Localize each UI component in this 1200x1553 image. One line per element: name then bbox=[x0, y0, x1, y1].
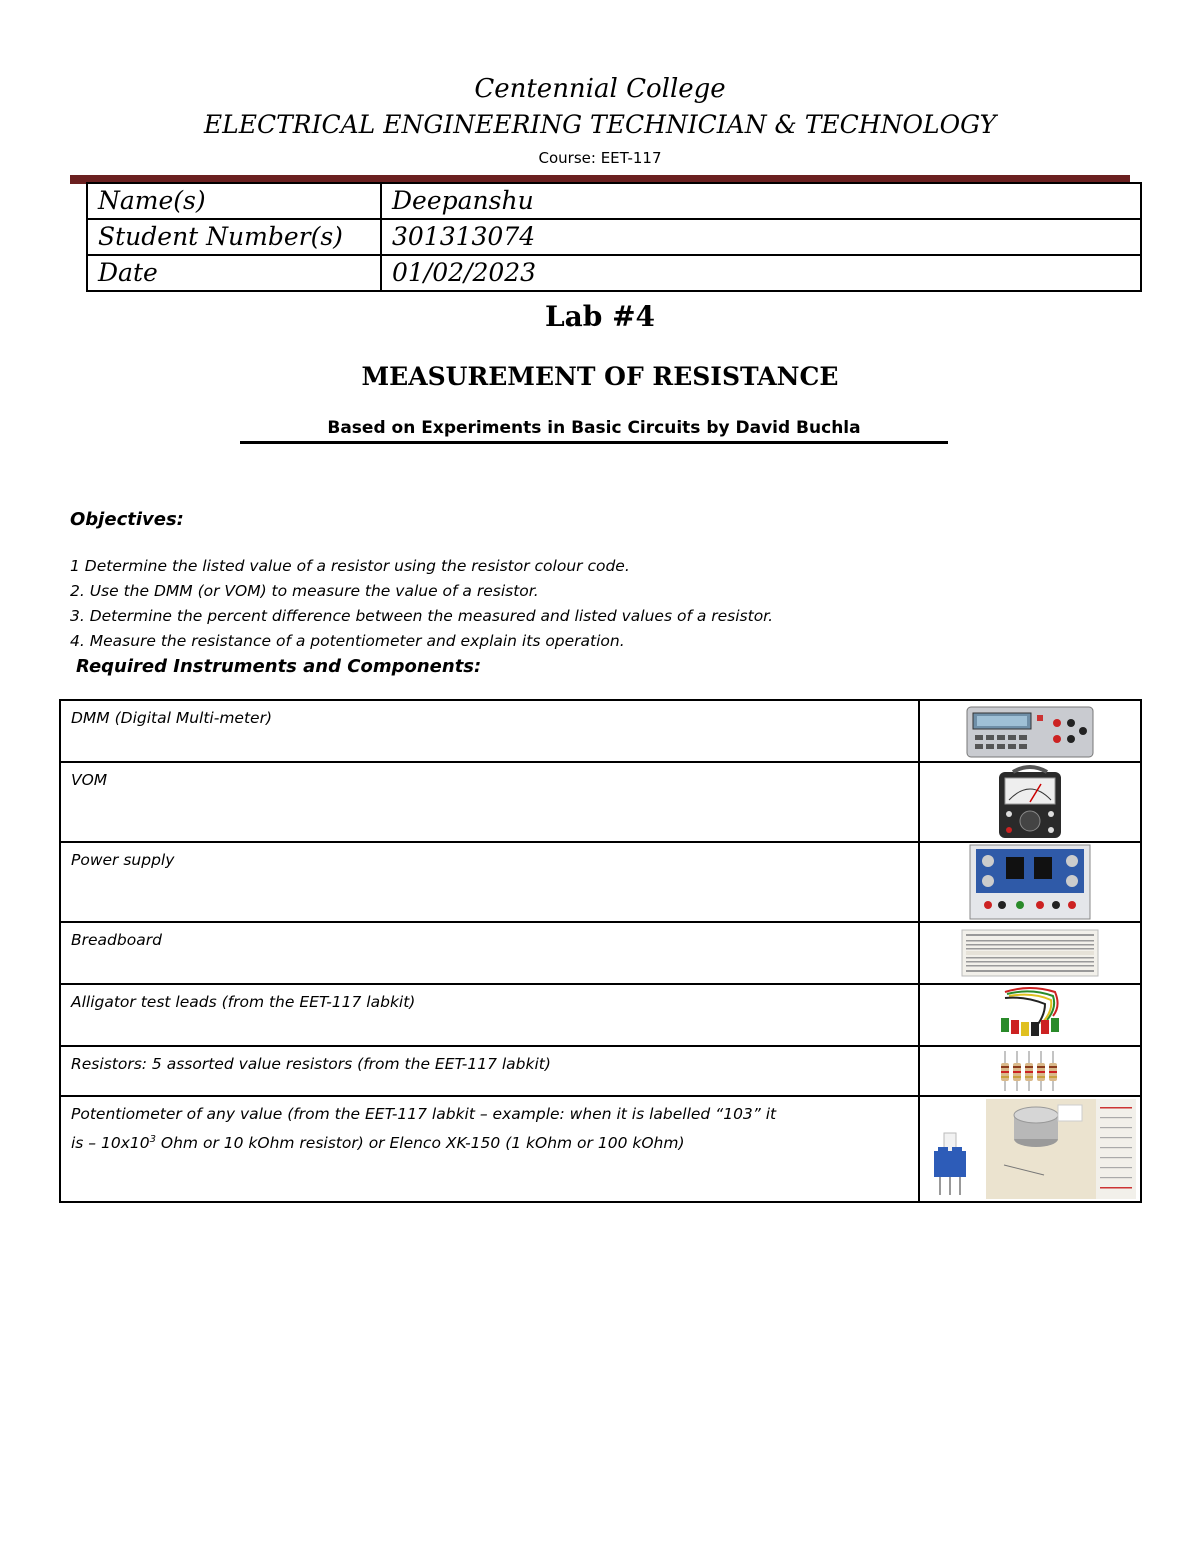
item-text: Resistors: 5 assorted value resistors (from the EET-117 labkit) bbox=[60, 1046, 919, 1096]
table-row bbox=[60, 842, 1141, 922]
power-supply-image bbox=[919, 842, 1141, 922]
resistors-image bbox=[919, 1046, 1141, 1096]
based-on-text: Based on Experiments in Basic Circuits by David Buchla bbox=[327, 418, 861, 438]
objectives-title: Objectives: bbox=[70, 509, 184, 530]
objectives-list bbox=[70, 554, 773, 654]
dmm-image bbox=[919, 700, 1141, 762]
table-row bbox=[60, 984, 1141, 1046]
lab-title: Lab #4 bbox=[544, 300, 656, 333]
objective-item: 3. Determine the percent difference between the measured and listed values of a resistor. bbox=[70, 607, 774, 625]
info-label: Date bbox=[87, 255, 381, 291]
info-row bbox=[87, 219, 1141, 255]
item-text-line2b: Ohm or 10 kOhm resistor) or Elenco XK-150 (1 kOhm or 100 kOhm) bbox=[155, 1134, 685, 1153]
item-text-line1: Potentiometer of any value (from the EET-117 labkit – example: when it is labelled “103” it bbox=[71, 1105, 777, 1123]
based-on-underline bbox=[240, 441, 948, 444]
item-text: DMM (Digital Multi-meter) bbox=[60, 700, 919, 762]
item-text bbox=[60, 1096, 919, 1202]
objective-item: 2. Use the DMM (or VOM) to measure the value of a resistor. bbox=[70, 582, 539, 600]
table-row bbox=[60, 922, 1141, 984]
course-label: Course: bbox=[538, 149, 596, 167]
item-text-line2a: is – 10x10 bbox=[71, 1134, 150, 1153]
objective-item: 1 Determine the listed value of a resistor using the resistor colour code. bbox=[70, 557, 630, 575]
table-row bbox=[60, 700, 1141, 762]
required-title: Required Instruments and Components: bbox=[76, 656, 482, 677]
item-text: VOM bbox=[60, 762, 919, 842]
lab-subtitle: MEASUREMENT OF RESISTANCE bbox=[361, 362, 839, 391]
table-row bbox=[60, 1046, 1141, 1096]
department-name: ELECTRICAL ENGINEERING TECHNICIAN & TECHNOLOGY bbox=[203, 110, 997, 139]
table-row bbox=[60, 1096, 1141, 1202]
exponent: 3 bbox=[149, 1134, 156, 1145]
info-value: Deepanshu bbox=[381, 183, 1141, 219]
info-value: 01/02/2023 bbox=[381, 255, 1141, 291]
breadboard-image bbox=[919, 922, 1141, 984]
info-label: Student Number(s) bbox=[87, 219, 381, 255]
info-label: Name(s) bbox=[87, 183, 381, 219]
info-row bbox=[87, 183, 1141, 219]
info-value: 301313074 bbox=[381, 219, 1141, 255]
course-line bbox=[0, 149, 1200, 167]
objective-item: 4. Measure the resistance of a potentiometer and explain its operation. bbox=[70, 632, 625, 650]
required-items-table bbox=[59, 699, 1142, 1203]
college-name: Centennial College bbox=[474, 74, 726, 104]
table-row bbox=[60, 762, 1141, 842]
info-row bbox=[87, 255, 1141, 291]
vom-image bbox=[919, 762, 1141, 842]
potentiometer-image bbox=[919, 1096, 1141, 1202]
item-text: Alligator test leads (from the EET-117 labkit) bbox=[60, 984, 919, 1046]
item-text: Breadboard bbox=[60, 922, 919, 984]
student-info-table bbox=[86, 182, 1142, 292]
course-code: EET-117 bbox=[600, 149, 662, 167]
alligator-leads-image bbox=[919, 984, 1141, 1046]
item-text: Power supply bbox=[60, 842, 919, 922]
